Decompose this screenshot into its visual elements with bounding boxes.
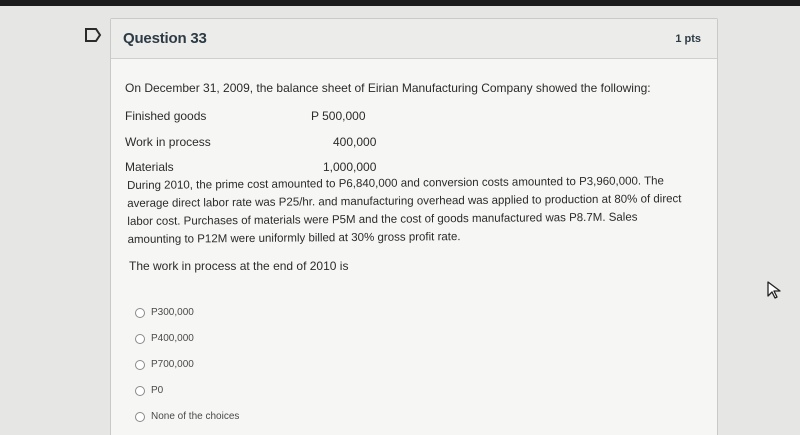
question-points: 1 pts — [675, 32, 701, 45]
top-strip — [0, 0, 800, 6]
answer-label: P300,000 — [151, 307, 194, 318]
balance-label-finished-goods: Finished goods — [125, 109, 207, 123]
radio-button[interactable] — [135, 412, 145, 422]
balance-value-finished-goods: P 500,000 — [311, 109, 366, 123]
answer-label: P400,000 — [151, 333, 194, 344]
answer-choice[interactable] — [135, 411, 239, 422]
answer-choice[interactable] — [135, 307, 194, 318]
radio-button[interactable] — [135, 334, 145, 344]
mouse-pointer-icon — [766, 280, 784, 300]
radio-button[interactable] — [135, 308, 145, 318]
answer-label: P0 — [151, 385, 164, 396]
question-title: Question 33 — [123, 30, 207, 47]
radio-button[interactable] — [135, 386, 145, 396]
question-paragraph: During 2010, the prime cost amounted to P6,840,000 and conversion costs amounted to P3,960,000. The average direct labor rate was P25/hr. and manufacturing overhead was applied to production at 80% of direct labor cost. Purchases of materials were P5M and the cost of goods manufactured was P8.7M. Sales amounting to P12M were uniformly billed at 30% gross profit rate. — [127, 175, 682, 246]
answer-label: P700,000 — [151, 359, 194, 370]
answer-label: None of the choices — [151, 411, 240, 422]
flag-icon[interactable] — [84, 27, 102, 43]
answer-choice[interactable] — [135, 359, 194, 370]
balance-value-materials: 1,000,000 — [323, 160, 377, 174]
balance-label-materials: Materials — [125, 160, 174, 174]
question-intro: On December 31, 2009, the balance sheet of Eirian Manufacturing Company showed the following: — [125, 81, 651, 95]
balance-label-work-in-process: Work in process — [125, 135, 211, 149]
question-card — [110, 18, 718, 435]
balance-value-work-in-process: 400,000 — [333, 135, 377, 149]
radio-button[interactable] — [135, 360, 145, 370]
question-header — [111, 19, 717, 59]
answer-choice[interactable] — [135, 385, 163, 396]
question-prompt: The work in process at the end of 2010 is — [129, 259, 349, 273]
answer-choice[interactable] — [135, 333, 194, 344]
